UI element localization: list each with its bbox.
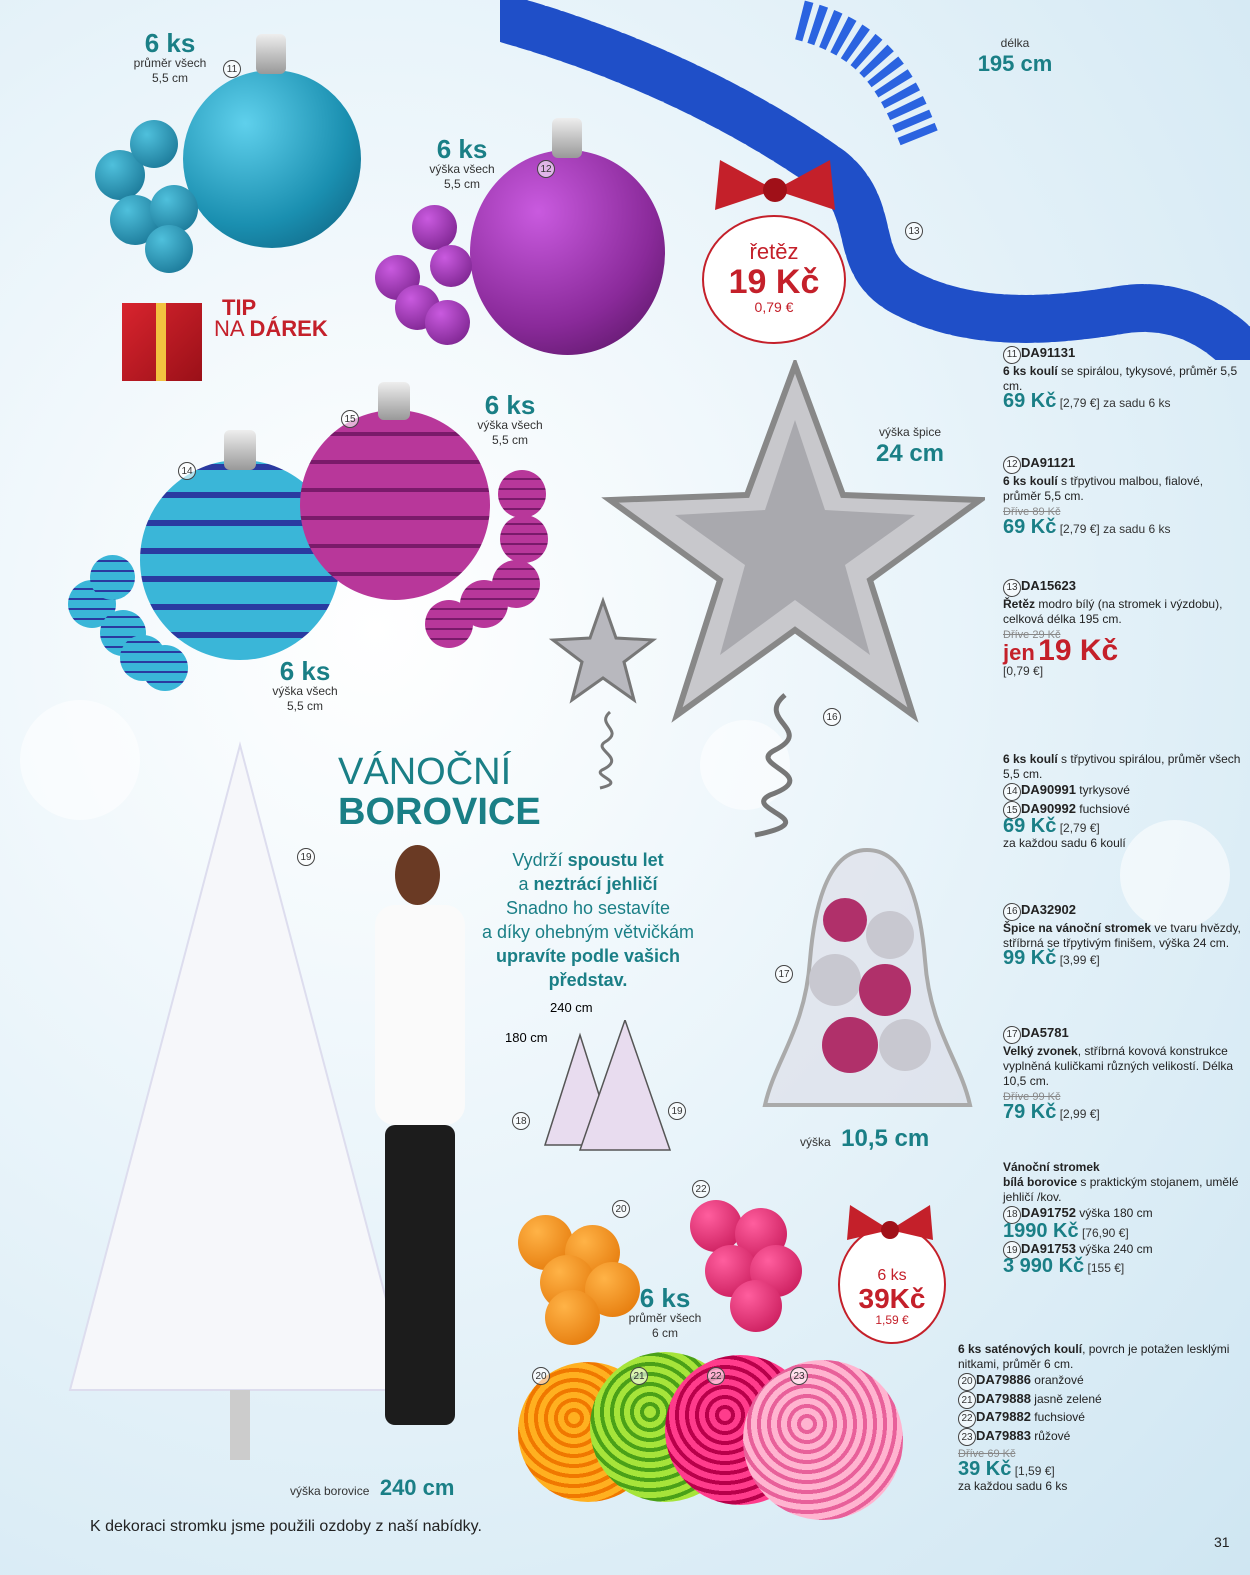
product-desc-bold: 6 ks koulí (1003, 363, 1058, 378)
desc-bold: spoustu let (567, 850, 664, 870)
pink-satin-ball (743, 1360, 903, 1520)
size-caption: průměr všech (133, 56, 207, 70)
product-desc: se spirálou, tykysové, průměr 5,5 cm. (1003, 363, 1238, 393)
badge-eur: 1,59 € (875, 1313, 909, 1327)
product-price: 3 990 Kč (1003, 1255, 1085, 1277)
product-code: DA91131 (1021, 345, 1076, 360)
product-height: výška 180 cm (1079, 1206, 1153, 1220)
item-number-badge: 21 (958, 1391, 976, 1409)
product-price-eur: [2,79 €] za sadu 6 ks (1059, 395, 1171, 410)
star-height-caption: výška špice (878, 425, 942, 439)
product-desc: s třpytivou malbou, fialové, průměr 5,5 cm. (1003, 473, 1204, 503)
small-turquoise-ball (142, 645, 188, 691)
item-number-badge: 23 (790, 1367, 808, 1385)
small-spiral-base (590, 710, 630, 790)
length-caption: délka (1000, 36, 1030, 50)
product-desc: modro bílý (na stromek i výzdobu), celková délka 195 cm. (1003, 596, 1223, 626)
silver-bell (760, 840, 975, 1120)
tip-label: TIP (222, 295, 257, 320)
product-price: 39 Kč (958, 1458, 1012, 1480)
item-number-badge: 16 (1003, 903, 1021, 921)
badge-pcs: 6 ks (877, 1267, 907, 1284)
product-14-15 (1003, 752, 1243, 851)
product-color: tyrkysové (1079, 783, 1130, 797)
product-price: 69 Kč (1003, 815, 1057, 837)
item-number-badge: 14 (1003, 783, 1021, 801)
desc-text: Snadno ho sestavíte (505, 898, 671, 918)
tree-height-value: 240 cm (379, 1475, 455, 1500)
old-price: Dříve 99 Kč (1003, 1090, 1061, 1103)
bell-height-label (800, 1125, 929, 1153)
woman-photo (365, 845, 475, 1430)
tree-height-caption: výška borovice (290, 1484, 370, 1498)
length-value: 195 cm (977, 51, 1053, 76)
small-purple-ball (425, 300, 470, 345)
price-note: za každou sadu 6 koulí (1003, 836, 1126, 850)
size-value: 5,5 cm (286, 699, 323, 713)
product-code: DA79886 (976, 1372, 1031, 1387)
small-fuchsia-ball (500, 515, 548, 563)
product-color: fuchsiové (1034, 1410, 1085, 1424)
small-orange-ball (545, 1290, 600, 1345)
pcs-count: 6 ks (279, 656, 331, 686)
ball-cap (256, 34, 286, 74)
size-caption: průměr všech (628, 1311, 702, 1325)
price-note: za každou sadu 6 ks (958, 1479, 1068, 1493)
product-color: jasně zelené (1034, 1391, 1102, 1406)
red-bow (710, 150, 840, 200)
badge-name: řetěz (749, 239, 799, 264)
product-desc: s třpytivou spirálou, průměr všech 5,5 cm. (1003, 752, 1241, 781)
pcs-label-11 (130, 30, 210, 86)
pcs-count: 6 ks (484, 390, 536, 420)
woman-head (395, 845, 440, 905)
product-color: fuchsiové (1079, 801, 1130, 816)
product-18-19 (1003, 1160, 1243, 1276)
product-price-eur: [2,99 €] (1059, 1106, 1100, 1121)
blue-tinsel-chain (500, 0, 1250, 360)
product-height: výška 240 cm (1079, 1241, 1153, 1256)
woman-top (375, 905, 465, 1125)
product-desc-bold: Velký zvonek (1003, 1043, 1078, 1058)
pcs-count: 6 ks (639, 1283, 691, 1313)
item-number-badge: 23 (958, 1428, 976, 1446)
product-price: 1990 Kč (1003, 1219, 1079, 1242)
item-number-badge: 18 (512, 1112, 530, 1130)
product-desc-bold: bílá borovice (1003, 1175, 1078, 1189)
desc-text: Vydrží (512, 850, 568, 870)
item-number-badge: 15 (341, 410, 359, 428)
product-desc-bold: Vánoční stromek (1003, 1160, 1100, 1174)
product-price: 79 Kč (1003, 1100, 1057, 1123)
item-number-badge: 21 (630, 1367, 648, 1385)
product-price-eur: [1,59 €] (1014, 1464, 1055, 1478)
product-price: 69 Kč (1003, 515, 1057, 538)
size-value: 5,5 cm (151, 71, 188, 85)
size-caption: výška všech (429, 162, 495, 176)
item-number-badge: 22 (692, 1180, 710, 1198)
product-color: růžové (1034, 1428, 1071, 1443)
product-12 (1003, 455, 1243, 537)
item-number-badge: 20 (532, 1367, 550, 1385)
product-price: 99 Kč (1003, 946, 1057, 969)
small-teal-ball (130, 120, 178, 168)
old-price: Dříve 69 Kč (958, 1448, 1016, 1460)
product-desc: s praktickým stojanem, umělé jehličí /kov. (1003, 1175, 1239, 1204)
product-code: DA91752 (1021, 1205, 1076, 1220)
red-bow (845, 1200, 935, 1240)
star-height-value: 24 cm (875, 440, 945, 467)
item-number-badge: 16 (823, 708, 841, 726)
tree-height-label (290, 1475, 454, 1501)
tip-na: NA (214, 316, 244, 341)
tree-description (478, 848, 698, 992)
product-desc-bold: 6 ks saténových koulí (958, 1342, 1083, 1356)
small-purple-ball (430, 245, 472, 287)
pcs-count: 6 ks (436, 134, 488, 164)
item-number-badge: 17 (775, 965, 793, 983)
small-teal-ball (145, 225, 193, 273)
item-number-badge: 13 (1003, 579, 1021, 597)
gift-ribbon (156, 303, 166, 381)
product-code: DA90992 (1021, 800, 1076, 816)
product-17 (1003, 1025, 1243, 1122)
item-number-badge: 20 (958, 1373, 976, 1391)
product-code: DA32902 (1021, 902, 1076, 917)
small-fuchsia-ball (425, 600, 473, 648)
item-number-badge: 14 (178, 462, 196, 480)
product-desc-bold: 6 ks koulí (1003, 752, 1058, 766)
bell-height-caption: výška (800, 1135, 831, 1149)
title-line1: VÁNOČNÍ (338, 751, 512, 793)
chain-price-badge (702, 215, 846, 344)
size-caption: výška všech (272, 684, 338, 698)
desc-bold: upravíte podle vašich (495, 946, 681, 966)
product-code: DA15623 (1021, 578, 1076, 593)
desc-bold: představ. (548, 970, 628, 990)
tree-icon-240-label: 240 cm (550, 1000, 593, 1015)
length-label (970, 36, 1060, 77)
product-price: 69 Kč (1003, 389, 1057, 412)
product-desc: , povrch je potažen lesklými nitkami, průměr 6 cm. (958, 1342, 1230, 1371)
ball-cap (378, 382, 410, 420)
item-number-badge: 12 (1003, 456, 1021, 474)
star-height-label (860, 425, 960, 468)
pcs-label-satin (620, 1285, 710, 1341)
price-prefix: jen (1003, 639, 1035, 665)
woman-pants (385, 1125, 455, 1425)
small-turquoise-ball (90, 555, 135, 600)
badge-price: 39Kč (858, 1283, 926, 1314)
item-number-badge: 19 (297, 848, 315, 866)
product-price-eur: [155 €] (1087, 1261, 1125, 1275)
item-number-badge: 17 (1003, 1026, 1021, 1044)
badge-eur: 0,79 € (754, 299, 794, 315)
product-color: oranžové (1034, 1373, 1084, 1387)
item-number-badge: 11 (223, 60, 241, 78)
product-price-eur: [0,79 €] (1003, 663, 1044, 678)
size-value: 5,5 cm (491, 433, 528, 447)
product-desc-bold: 6 ks koulí (1003, 473, 1058, 488)
product-code: DA91121 (1021, 455, 1076, 470)
item-number-badge: 22 (707, 1367, 725, 1385)
size-caption: výška všech (477, 418, 543, 432)
tip-darek: DÁREK (249, 316, 328, 341)
item-number-badge: 19 (1003, 1241, 1021, 1259)
tree-icon-180-label: 180 cm (505, 1030, 548, 1045)
item-number-badge: 15 (1003, 801, 1021, 819)
product-code: DA91753 (1021, 1240, 1076, 1256)
small-purple-ball (412, 205, 457, 250)
small-fuchsia-ball (730, 1280, 782, 1332)
product-code: DA79882 (976, 1409, 1031, 1424)
pcs-count: 6 ks (144, 28, 196, 58)
product-code: DA79883 (976, 1427, 1031, 1443)
desc-text: a díky ohebným větvičkám (481, 922, 695, 942)
product-16 (1003, 902, 1243, 968)
item-number-badge: 22 (958, 1410, 976, 1428)
product-desc: , stříbrná kovová konstrukce vyplněná kuličkami různých velikostí. Délka 10,5 cm. (1003, 1043, 1234, 1088)
product-13 (1003, 578, 1243, 679)
item-number-badge: 11 (1003, 346, 1021, 364)
pcs-label-15 (470, 392, 550, 448)
small-fuchsia-ball (498, 470, 546, 518)
product-code: DA79888 (976, 1390, 1031, 1406)
item-number-badge: 20 (612, 1200, 630, 1218)
pcs-label-12 (422, 136, 502, 192)
item-number-badge: 13 (905, 222, 923, 240)
tree-size-icons (530, 1020, 680, 1155)
vanocni-borovice-title (338, 752, 541, 832)
product-code: DA5781 (1021, 1025, 1069, 1040)
product-price-eur: [2,79 €] za sadu 6 ks (1059, 521, 1171, 536)
title-line2: BOROVICE (338, 791, 541, 833)
item-number-badge: 19 (668, 1102, 686, 1120)
old-price: Dříve 29 Kč (1003, 628, 1061, 641)
product-desc: ve tvaru hvězdy, stříbrná se třpytivým finišem, výška 24 cm. (1003, 920, 1241, 950)
badge-price: 19 Kč (728, 263, 820, 301)
product-desc-bold: Špice na vánoční stromek (1003, 920, 1152, 935)
item-number-badge: 12 (537, 160, 555, 178)
size-value: 5,5 cm (443, 177, 480, 191)
ball-cap (224, 430, 256, 470)
footer-note: K dekoraci stromku jsme použili ozdoby z naší nabídky. (90, 1518, 482, 1535)
size-value: 6 cm (651, 1326, 678, 1340)
product-price-eur: [2,79 €] (1059, 821, 1100, 835)
tip-line2 (214, 316, 328, 342)
pcs-label-14 (265, 658, 345, 714)
product-desc-bold: Řetěz (1003, 596, 1036, 611)
item-number-badge: 18 (1003, 1206, 1021, 1224)
small-star-topper (548, 596, 658, 716)
product-price-eur: [76,90 €] (1081, 1225, 1129, 1240)
bell-height-value: 10,5 cm (841, 1125, 930, 1152)
desc-text: a (518, 874, 534, 894)
page-number: 31 (1214, 1534, 1230, 1550)
product-11 (1003, 345, 1243, 411)
spiral-base (735, 690, 835, 840)
fuchsia-striped-ball (300, 410, 490, 600)
product-price-eur: [3,99 €] (1059, 952, 1100, 967)
teal-glitter-ball (183, 70, 361, 248)
product-20-23 (958, 1342, 1243, 1494)
product-code: DA90991 (1021, 782, 1076, 797)
desc-bold: neztrácí jehličí (533, 874, 658, 894)
product-price: 19 Kč (1038, 633, 1119, 667)
small-fuchsia-ball (690, 1200, 742, 1252)
old-price: Dříve 89 Kč (1003, 505, 1061, 518)
